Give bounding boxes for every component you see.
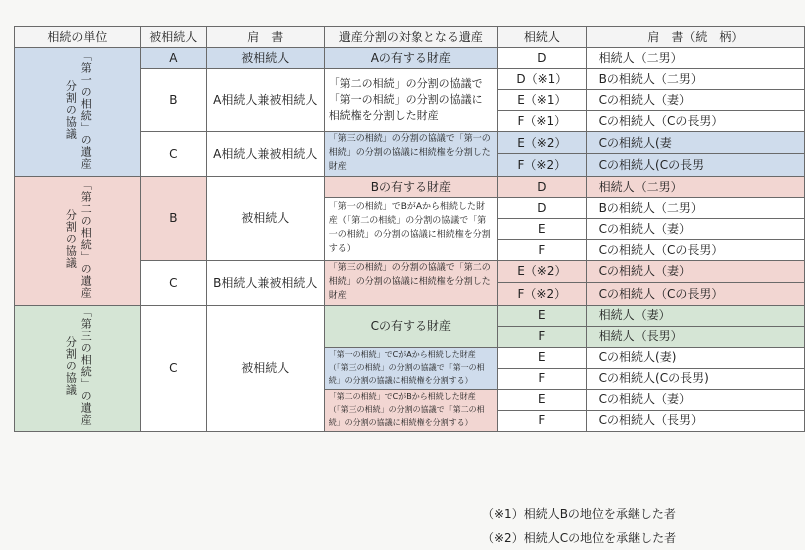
heir-title-cell: Cの相続人（妻） xyxy=(586,218,804,239)
decedent-cell: C xyxy=(140,132,206,177)
heir-cell: D xyxy=(497,197,586,218)
heir-title-cell: Cの相続人(妻) xyxy=(586,347,804,368)
heir-title-cell: Cの相続人（妻） xyxy=(586,90,804,111)
footnotes xyxy=(482,502,676,550)
heir-title-cell: 相続人（妻） xyxy=(586,305,804,326)
asset-cell: 「第一の相続」でCがAから相続した財産（「第三の相続」の分割の協議で「第一の相続」の分割の協議に相続権を分割する） xyxy=(324,347,497,389)
unit-cell: 「第一の相続」の遺産分割の協議 xyxy=(15,48,141,177)
footnote: （※1）相続人Bの地位を承継した者 xyxy=(482,507,676,521)
heir-title-cell: Cの相続人（長男） xyxy=(586,410,804,431)
decedent-cell: A xyxy=(140,48,206,69)
header-row xyxy=(15,27,805,48)
heir-title-cell: Cの相続人（妻） xyxy=(586,389,804,410)
title-cell: 被相続人 xyxy=(206,48,324,69)
heir-title-cell: Cの相続人（Cの長男） xyxy=(586,111,804,132)
heir-cell: F（※2） xyxy=(497,283,586,305)
asset-cell: Bの有する財産 xyxy=(324,176,497,197)
header-heir-title: 肩 書（続 柄） xyxy=(586,27,804,48)
heir-cell: E（※1） xyxy=(497,90,586,111)
heir-cell: F（※2） xyxy=(497,154,586,176)
footnote: （※2）相続人Cの地位を承継した者 xyxy=(482,531,677,545)
heir-cell: F xyxy=(497,326,586,347)
asset-cell: Cの有する財産 xyxy=(324,305,497,347)
asset-cell: Aの有する財産 xyxy=(324,48,497,69)
heir-title-cell: Bの相続人（二男） xyxy=(586,69,804,90)
unit-cell: 「第二の相続」の遺産分割の協議 xyxy=(15,176,141,305)
heir-cell: E xyxy=(497,218,586,239)
heir-title-cell: Cの相続人(Cの長男 xyxy=(586,154,804,176)
heir-title-cell: 相続人（長男） xyxy=(586,326,804,347)
table-row xyxy=(15,48,805,69)
asset-cell: 「第二の相続」の分割の協議で「第一の相続」の分割の協議に相続権を分割した財産 xyxy=(324,69,497,132)
heir-cell: D（※1） xyxy=(497,69,586,90)
heir-cell: E xyxy=(497,347,586,368)
heir-cell: E（※2） xyxy=(497,132,586,154)
title-cell: A相続人兼被相続人 xyxy=(206,132,324,177)
heir-title-cell: Cの相続人(Cの長男) xyxy=(586,368,804,389)
asset-cell: 「第二の相続」でCがBから相続した財産（「第三の相続」の分割の協議で「第二の相続」の分割の協議に相続権を分割する） xyxy=(324,389,497,431)
heir-cell: F（※1） xyxy=(497,111,586,132)
heir-cell: E（※2） xyxy=(497,260,586,282)
heir-cell: F xyxy=(497,410,586,431)
heir-cell: D xyxy=(497,48,586,69)
title-cell: B相続人兼被相続人 xyxy=(206,260,324,305)
header-assets: 遺産分割の対象となる遺産 xyxy=(324,27,497,48)
heir-cell: E xyxy=(497,389,586,410)
heir-cell: F xyxy=(497,368,586,389)
title-cell: 被相続人 xyxy=(206,305,324,431)
decedent-cell: C xyxy=(140,260,206,305)
header-unit: 相続の単位 xyxy=(15,27,141,48)
header-decedent: 被相続人 xyxy=(140,27,206,48)
heir-title-cell: Bの相続人（二男） xyxy=(586,197,804,218)
decedent-cell: C xyxy=(140,305,206,431)
heir-cell: E xyxy=(497,305,586,326)
heir-title-cell: Cの相続人（Cの長男） xyxy=(586,239,804,260)
asset-cell: 「第三の相続」の分割の協議で「第一の相続」の分割の協議に相続権を分割した財産 xyxy=(324,132,497,177)
asset-cell: 「第一の相続」でBがAから相続した財産（「第二の相続」の分割の協議で「第一の相続」の分割の協議に相続権を分割する） xyxy=(324,197,497,260)
table-row xyxy=(15,176,805,197)
unit-cell: 「第三の相続」の遺産分割の協議 xyxy=(15,305,141,431)
asset-cell: 「第三の相続」の分割の協議で「第二の相続」の分割の協議に相続権を分割した財産 xyxy=(324,260,497,305)
inheritance-table xyxy=(14,26,805,432)
title-cell: 被相続人 xyxy=(206,176,324,260)
heir-title-cell: 相続人（二男） xyxy=(586,48,804,69)
heir-cell: D xyxy=(497,176,586,197)
decedent-cell: B xyxy=(140,176,206,260)
header-heir: 相続人 xyxy=(497,27,586,48)
table-row xyxy=(15,305,805,326)
decedent-cell: B xyxy=(140,69,206,132)
heir-cell: F xyxy=(497,239,586,260)
heir-title-cell: Cの相続人（妻） xyxy=(586,260,804,282)
heir-title-cell: Cの相続人(妻 xyxy=(586,132,804,154)
header-title: 肩 書 xyxy=(206,27,324,48)
heir-title-cell: Cの相続人（Cの長男） xyxy=(586,283,804,305)
title-cell: A相続人兼被相続人 xyxy=(206,69,324,132)
heir-title-cell: 相続人（二男） xyxy=(586,176,804,197)
